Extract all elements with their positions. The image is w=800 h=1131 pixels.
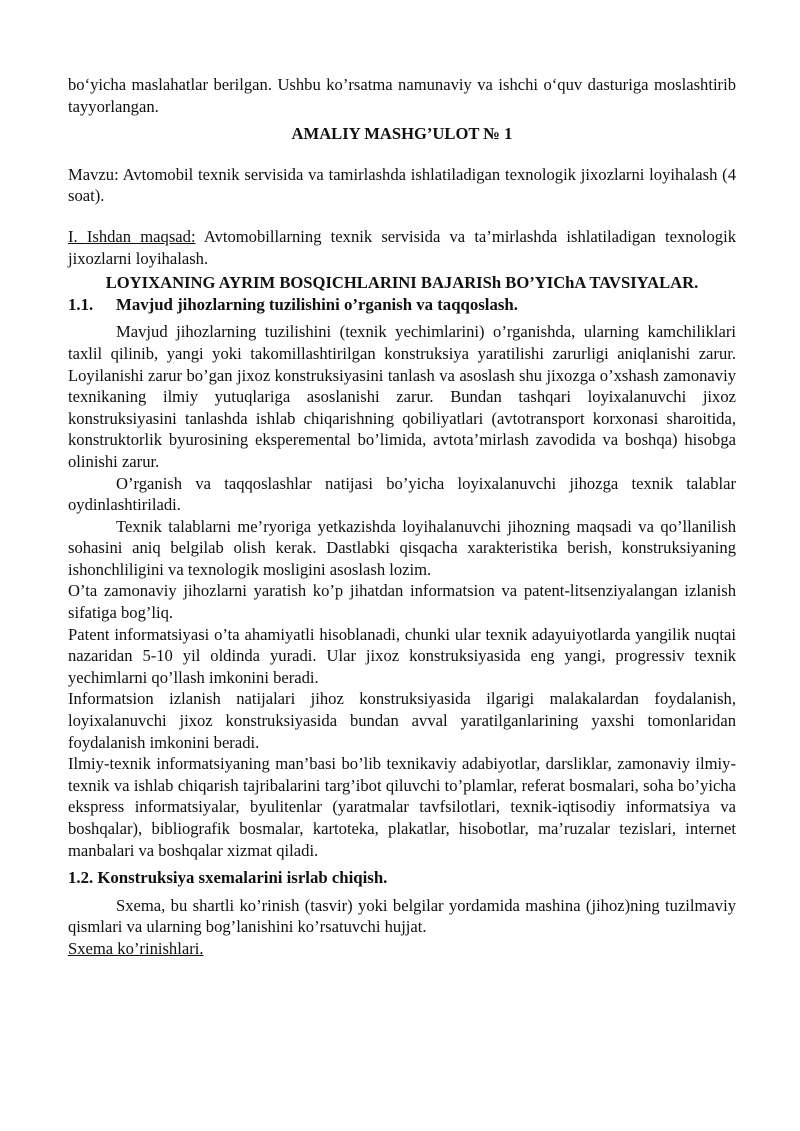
spacer <box>68 207 736 226</box>
subsection-1-plain-paragraph: Patent informatsiyasi o’ta ahamiyatli hisoblanadi, chunki ular texnik adayuiyotlarda yangilik nuqtai nazaridan 5-10 yil oldinda yuradi. Ular jixoz konstruksiyasida eng yangi, progressiv texnik yechimlarni qo’llash imkonini beradi. <box>68 624 736 687</box>
subsection-1-plain-paragraph: Informatsion izlanish natijalari jihoz konstruksiyasida ilgarigi malakalardan foydalanish, loyixalanuvchi jixoz konstruksiyasida bundan avval yaratilganlarining yaxshi tomonlaridan foydalanish imkonini beradi. <box>68 689 736 752</box>
subsection-1-title: Mavjud jihozlarning tuzilishini o’rganish va taqqoslash. <box>116 294 518 314</box>
intro-paragraph: bo‘yicha maslahatlar berilgan. Ushbu ko’rsatma namunaviy va ishchi o‘quv dasturiga moslashtirib tayyorlangan. <box>68 75 736 116</box>
lesson-topic: Mavzu: Avtomobil texnik servisida va tamirlashda ishlatiladigan texnologik jixozlarni loyihalash (4 soat). <box>68 164 736 206</box>
subsection-1-paragraph: Mavjud jihozlarning tuzilishini (texnik yechimlarini) o’rganishda, ularning kamchiliklari taxlil qilinib, yangi yoki takomillashtirilgan konstruksiya yaratilishi zarurligi aniqlanishi zarur. Loyilanishi zarur bo’gan jixoz konstruksiyasini tanlash va asoslash shu jixozga o’xshash zamonaviy texnikaning ilmiy yutuqlariga asoslanishi zarur. Bundan tashqari loyixalanuvchi jixoz konstruksiyasini tanlashda ishlab chiqarishning qobiliyatlari (avtotransport korxonasi sharoitida, konstruktorlik byurosining eksperemental bo’limida, avtota’mirlash zavodida va boshqa) hisobga olinishi zarur. <box>68 322 736 471</box>
subsection-1-paragraph: O’rganish va taqqoslashlar natijasi bo’yicha loyixalanuvchi jihozga texnik talablar oydinlashtiriladi. <box>68 473 736 515</box>
subsection-1-heading <box>68 294 736 316</box>
aim-label: I. Ishdan maqsad: <box>68 226 196 246</box>
lesson-aim <box>68 226 736 269</box>
subsection-1-plain-paragraph: Ilmiy-texnik informatsiyaning man’basi bo’lib texnikaviy adabiyotlar, darsliklar, zamonaviy ilmiy-texnik va ishlab chiqarish tajribalarini targ’ibot qiluvchi to’plamlar, referat bosmalari, soha bo’yicha ekspress informatsiyalar, byulitenlar (yaratmalar tavfsilotlari, texnik-iqtisodiy informatsiya va boshqalar), bibliografik bosmalar, kartoteka, plakatlar, hisobotlar, ma’ruzalar tezislari, internet manbalari va boshqalar xizmat qiladi. <box>68 754 736 860</box>
subsection-1-plain-paragraph: O’ta zamonaviy jihozlarni yaratish ko’p jihatdan informatsion va patent-litsenziyalangan izlanish sifatiga bog’liq. <box>68 581 736 623</box>
schema-types-label: Sxema ko’rinishlari. <box>68 938 204 958</box>
document-page <box>68 74 736 960</box>
section-title: LOYIXANING AYRIM BOSQICHLARINI BAJARISh BO’YIChA TAVSIYALAR. <box>105 273 699 293</box>
spacer <box>68 145 736 164</box>
aim-text: Avtomobillarning texnik servisida va ta’mirlashda ishlatiladigan texnologik jixozlarni loyihalash. <box>68 226 736 268</box>
lesson-title: AMALIY MASHG’ULOT № 1 <box>291 124 513 144</box>
subsection-1-number: 1.1. <box>68 294 94 314</box>
subsection-2-heading: 1.2. Konstruksiya sxemalarini isrlab chiqish. <box>68 868 388 888</box>
subsection-2-paragraph: Sxema, bu shartli ko’rinish (tasvir) yoki belgilar yordamida mashina (jihoz)ning tuzilmaviy qismlari va ularning bog’lanishini ko’rsatuvchi hujjat. <box>68 895 736 937</box>
subsection-1-paragraph: Texnik talablarni me’ryoriga yetkazishda loyihalanuvchi jihozning maqsadi va qo’llanilish sohasini aniq belgilab olish kerak. Dastlabki qisqacha xarakteristika berish, konstruksiyaning ishonchliligini va texnologik mosligini asoslash lozim. <box>68 516 736 579</box>
